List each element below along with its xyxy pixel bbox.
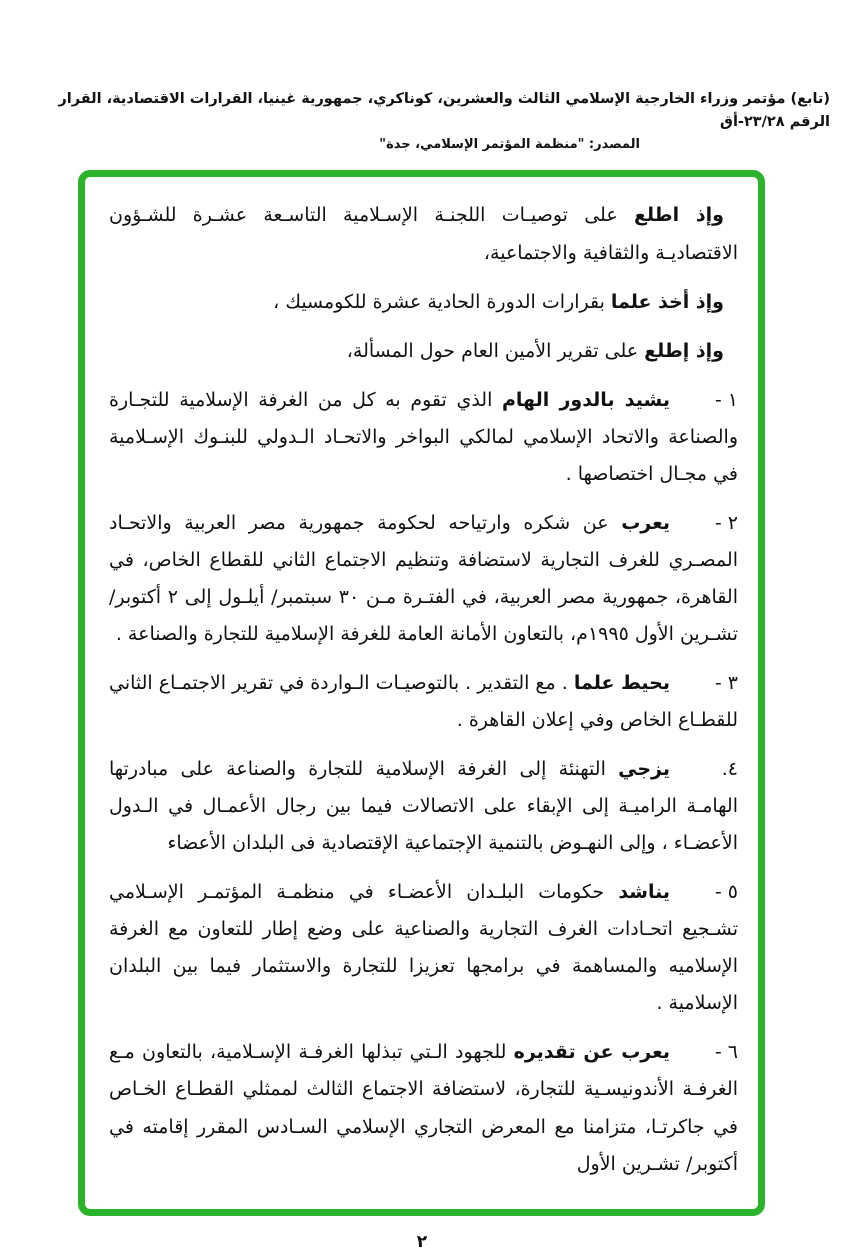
item-number: ١ - <box>714 388 738 411</box>
preamble-text: على توصيـات اللجنـة الإسـلامية التاسـعة عشـرة للشـؤون الاقتصاديـة والثقافية والاجتماعية، <box>109 204 738 264</box>
item-text: عن شكره وارتياحه لحكومة جمهورية مصر العربية والاتحـاد المصـري للغرف التجارية لاستضافة وتنظيم الاجتماع الثاني للقطاع الخاص، في القاهرة، جمهورية مصر العربية، في الفتـرة مـن ٣٠ سبتمبر/ أيلـول إلى ٢ أكتوبر/ تشـرين الأول ١٩٩٥م، بالتعاون الأمانة العامة للغرفة الإسلامية للتجارة والصناعة . <box>109 511 738 645</box>
item-lead: يعرب عن تقديره <box>513 1041 670 1064</box>
preamble-text: على تقرير الأمين العام حول المسألة، <box>346 339 645 362</box>
document-header <box>0 88 844 156</box>
resolution-item-4 <box>109 751 738 862</box>
highlight-frame <box>78 170 765 1215</box>
item-text: للجهود الـتي تبذلها الغرفـة الإسـلامية، بالتعاون مـع الغرفـة الأندونيسـية للتجارة، لاستضافة الاجتماع الثالث لممثلي القطـاع الخـاص في جاكرتـا، متزامنا مع المعرض التجاري الإسلامي السـادس المقرر إقامته في أكتوبر/ تشـرين الأول <box>109 1041 738 1175</box>
resolution-item-5 <box>109 874 738 1022</box>
item-text: التهنئة إلى الغرفة الإسلامية للتجارة والصناعة على مبادرتها الهامـة الراميـة إلى الإبقاء على الاتصالات فيما بين رجال الأعمـال في الـدول الأعضـاء ، وإلى النهـوض بالتنمية الإجتماعية الإقتصادية فى البلدان الأعضاء <box>109 758 738 855</box>
item-lead: يحيط علما <box>573 671 670 694</box>
page-number: ٢ <box>416 1231 428 1252</box>
item-number: ٤. <box>721 758 738 781</box>
item-number: ٥ - <box>714 881 738 904</box>
item-number: ٢ - <box>714 511 738 534</box>
item-lead: يناشد <box>618 881 670 904</box>
preamble-clause <box>109 284 738 321</box>
item-text: حكومات البلـدان الأعضـاء في منظمـة المؤتمـر الإسـلامي تشـجيع اتحـادات الغرف التجارية والصناعية على وضع إطار للتعاون مع الغرفة الإسلاميه والمساهمة في برامجها تعزيزا للتجارة والاستثمار فيما بين البلدان الإسلامية . <box>109 881 738 1015</box>
item-number: ٣ - <box>714 671 738 694</box>
preamble-lead: وإذ أخذ علما <box>610 290 724 313</box>
resolution-item-3 <box>109 665 738 739</box>
preamble-clause <box>109 197 738 271</box>
resolution-item-2 <box>109 505 738 653</box>
header-source-line: المصدر: "منظمة المؤتمر الإسلامي، جدة" <box>379 137 640 153</box>
item-lead: يزجي <box>618 758 670 781</box>
item-lead: يشيد بالدور الهام <box>502 388 670 411</box>
item-text: . مع التقدير . بالتوصيـات الـواردة في تقرير الاجتمـاع الثاني للقطـاع الخاص وفي إعلان القاهرة . <box>109 671 738 732</box>
preamble-clause <box>109 333 738 370</box>
preamble-lead: وإذ إطلع <box>644 339 724 362</box>
preamble-lead: وإذ اطلع <box>633 204 724 227</box>
item-text: الذي تقوم به كل من الغرفة الإسلامية للتجـارة والصناعة والاتحاد الإسلامي لمالكي البواخر والاتحـاد الـدولي للبنـوك الإسـلامية في مجـال اختصاصها . <box>109 388 738 485</box>
preamble-text: بقرارات الدورة الحادية عشرة للكومسيك ، <box>273 290 611 313</box>
resolution-item-6 <box>109 1034 738 1182</box>
item-lead: يعرب <box>621 511 670 534</box>
resolution-item-1 <box>109 382 738 493</box>
item-number: ٦ - <box>714 1041 738 1064</box>
header-conference-title: (تابع) مؤتمر وزراء الخارجية الإسلامي الثالث والعشرين، كوناكري، جمهورية غينيا، القرارات الاقتصادية، القرار الرقم ٢٣/٢٨-أق <box>58 91 830 131</box>
